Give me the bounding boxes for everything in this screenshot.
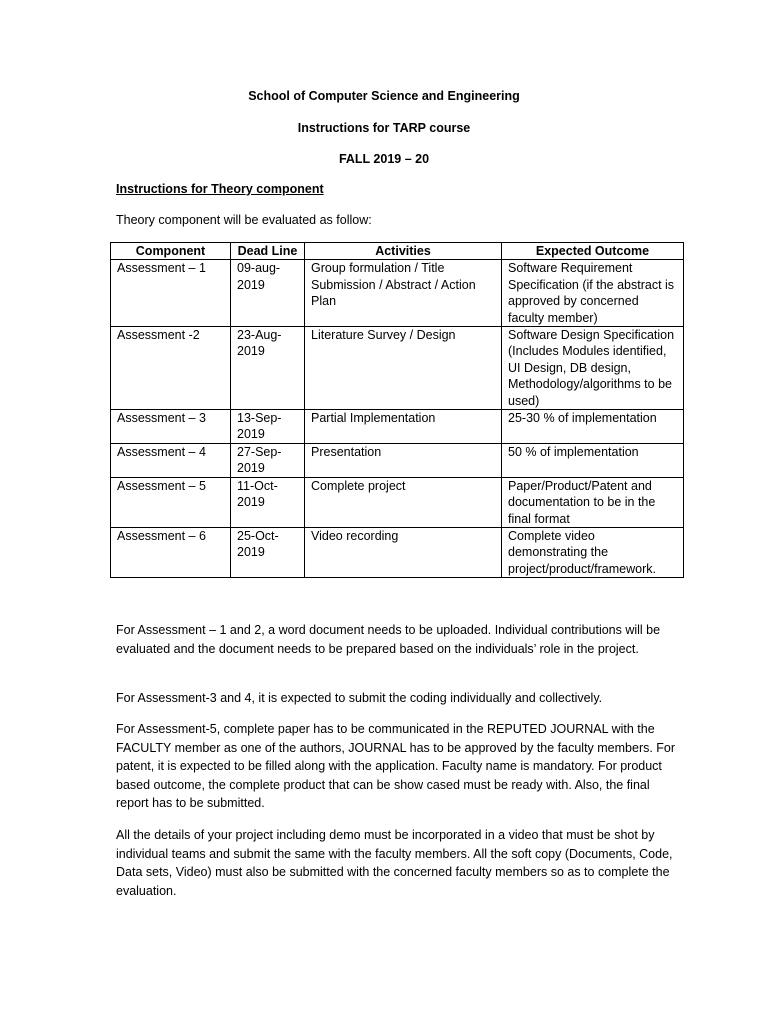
table-header-row (111, 243, 684, 260)
header-deadline: Dead Line (231, 243, 305, 260)
intro-text: Theory component will be evaluated as follow: (116, 213, 372, 227)
paragraph-video-submission: All the details of your project including demo must be incorporated in a video that must be shot by individual teams and submit the same with the faculty members. All the soft copy (Documents, Code, Data sets, Video) must also be submitted with the concerned faculty members so as to complete the evaluation. (116, 828, 673, 898)
assessment-table (110, 242, 684, 578)
cell-deadline: 23-Aug-2019 (231, 327, 305, 410)
header-outcome: Expected Outcome (502, 243, 684, 260)
cell-deadline: 25-Oct-2019 (231, 527, 305, 577)
cell-outcome: Paper/Product/Patent and documentation to be in the final format (502, 477, 684, 527)
table-row (111, 260, 684, 327)
cell-component: Assessment – 5 (111, 477, 231, 527)
cell-component: Assessment – 1 (111, 260, 231, 327)
cell-activities: Presentation (305, 443, 502, 477)
table-row (111, 477, 684, 527)
header-component: Component (111, 243, 231, 260)
course-title: Instructions for TARP course (297, 121, 471, 135)
section-title: Instructions for Theory component (116, 182, 324, 196)
cell-activities: Complete project (305, 477, 502, 527)
table-row (111, 410, 684, 444)
cell-outcome: 50 % of implementation (502, 443, 684, 477)
cell-activities: Literature Survey / Design (305, 327, 502, 410)
paragraph-assessment-1-2: For Assessment – 1 and 2, a word document needs to be uploaded. Individual contributions will be evaluated and the document needs to be prepared based on the individuals’ role in the project. (116, 623, 661, 656)
cell-activities: Partial Implementation (305, 410, 502, 444)
cell-outcome: Software Requirement Specification (if the abstract is approved by concerned faculty member) (502, 260, 684, 327)
cell-outcome: 25-30 % of implementation (502, 410, 684, 444)
cell-component: Assessment – 3 (111, 410, 231, 444)
cell-deadline: 13-Sep-2019 (231, 410, 305, 444)
cell-deadline: 11-Oct-2019 (231, 477, 305, 527)
paragraph-assessment-5: For Assessment-5, complete paper has to be communicated in the REPUTED JOURNAL with the FACULTY member as one of the authors, JOURNAL has to be approved by the faculty members. For patent, it is expected to be filled along with the application. Faculty name is mandatory. For product based outcome, the complete product that can be show cased must be ready with. Also, the final report has to be submitted. (116, 722, 676, 810)
paragraph-assessment-3-4: For Assessment-3 and 4, it is expected to submit the coding individually and collectively. (116, 691, 603, 705)
cell-deadline: 09-aug-2019 (231, 260, 305, 327)
cell-activities: Video recording (305, 527, 502, 577)
cell-outcome: Complete video demonstrating the project/product/framework. (502, 527, 684, 577)
cell-component: Assessment – 6 (111, 527, 231, 577)
table-row (111, 443, 684, 477)
header-activities: Activities (305, 243, 502, 260)
cell-component: Assessment – 4 (111, 443, 231, 477)
cell-outcome: Software Design Specification (Includes Modules identified, UI Design, DB design, Methodology/algorithms to be used) (502, 327, 684, 410)
school-title: School of Computer Science and Engineering (248, 89, 520, 103)
cell-activities: Group formulation / Title Submission / Abstract / Action Plan (305, 260, 502, 327)
table-row (111, 327, 684, 410)
cell-component: Assessment -2 (111, 327, 231, 410)
table-row (111, 527, 684, 577)
cell-deadline: 27-Sep-2019 (231, 443, 305, 477)
term-title: FALL 2019 – 20 (338, 152, 430, 166)
